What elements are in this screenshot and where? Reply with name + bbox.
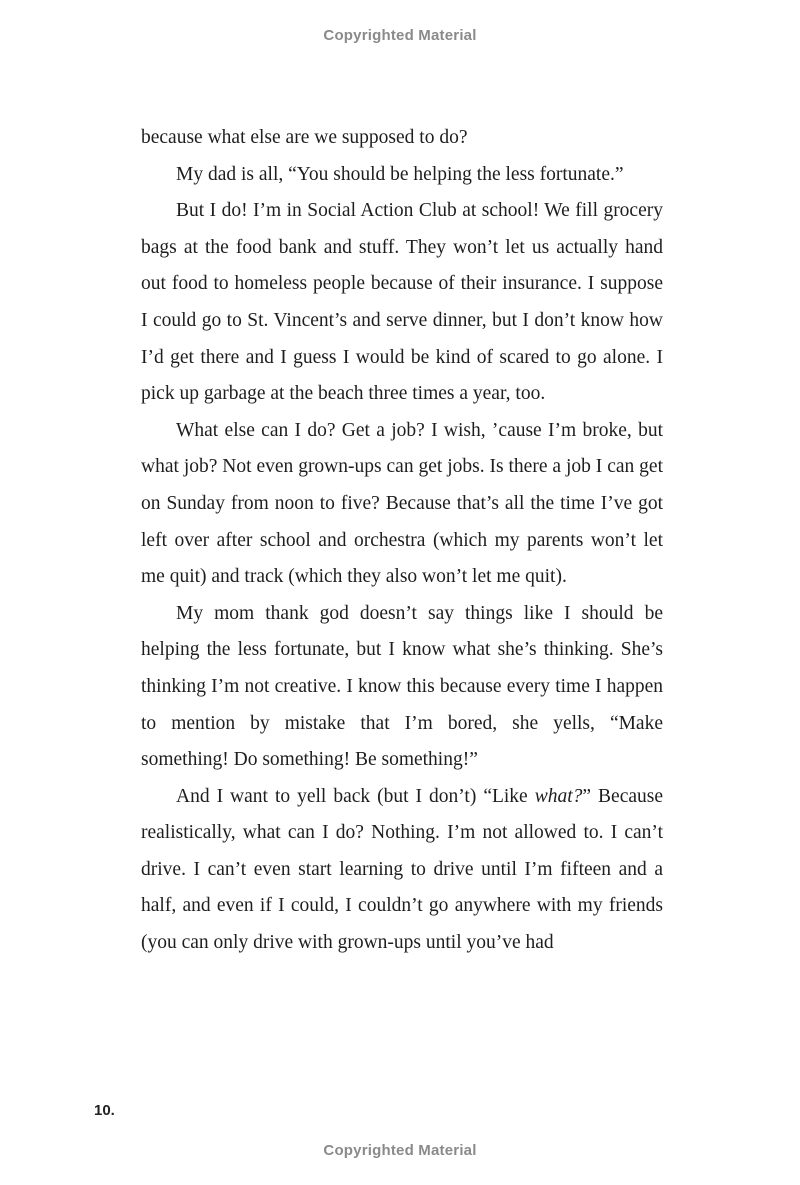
paragraph-social-action-club: But I do! I’m in Social Action Club at school! We fill grocery bags at the food bank and stuff. They won’t let us actually hand out food to homeless people because of their insurance. I suppose I could go to St. Vincent’s and serve dinner, but I don’t know how I’d get there and I guess I would be kind of scared to go alone. I pick up garbage at the beach three times a year, too. bbox=[141, 200, 663, 405]
paragraph-text-after: ” Because realistically, what can I do? Nothing. I’m not allowed to. I can’t drive. I can’t even start learning to drive until I’m fifteen and a half, and even if I could, I couldn’t go anywhere with my friends (you can only drive with grown-ups until you’ve had bbox=[141, 785, 664, 954]
paragraph-get-a-job: What else can I do? Get a job? I wish, ’cause I’m broke, but what job? Not even grown-ups can get jobs. Is there a job I can get on Sunday from noon to five? Because that’s all the time I’ve got left over after school and orchestra (which my parents won’t let me quit) and track (which they also won’t let me quit). bbox=[141, 419, 663, 588]
page-body-text bbox=[141, 120, 663, 962]
paragraph-mom-thinking: My mom thank god doesn’t say things like I should be helping the less fortunate, but I know what she’s thinking. She’s thinking I’m not creative. I know this because every time I happen to mention by mistake that I’m bored, she yells, “Make something! Do something! Be something!” bbox=[141, 602, 663, 771]
paragraph-yell-back bbox=[141, 779, 663, 962]
page-number: 10. bbox=[94, 1102, 115, 1119]
emphasis-what: what? bbox=[534, 785, 583, 807]
paragraph-continuation: because what else are we supposed to do? bbox=[141, 127, 468, 148]
copyright-watermark-bottom: Copyrighted Material bbox=[323, 1142, 477, 1159]
paragraph-dad-quote: My dad is all, “You should be helping the less fortunate.” bbox=[176, 163, 624, 185]
copyright-watermark-top: Copyrighted Material bbox=[323, 27, 477, 44]
paragraph-text-before: And I want to yell back (but I don’t) “Like bbox=[176, 785, 535, 807]
